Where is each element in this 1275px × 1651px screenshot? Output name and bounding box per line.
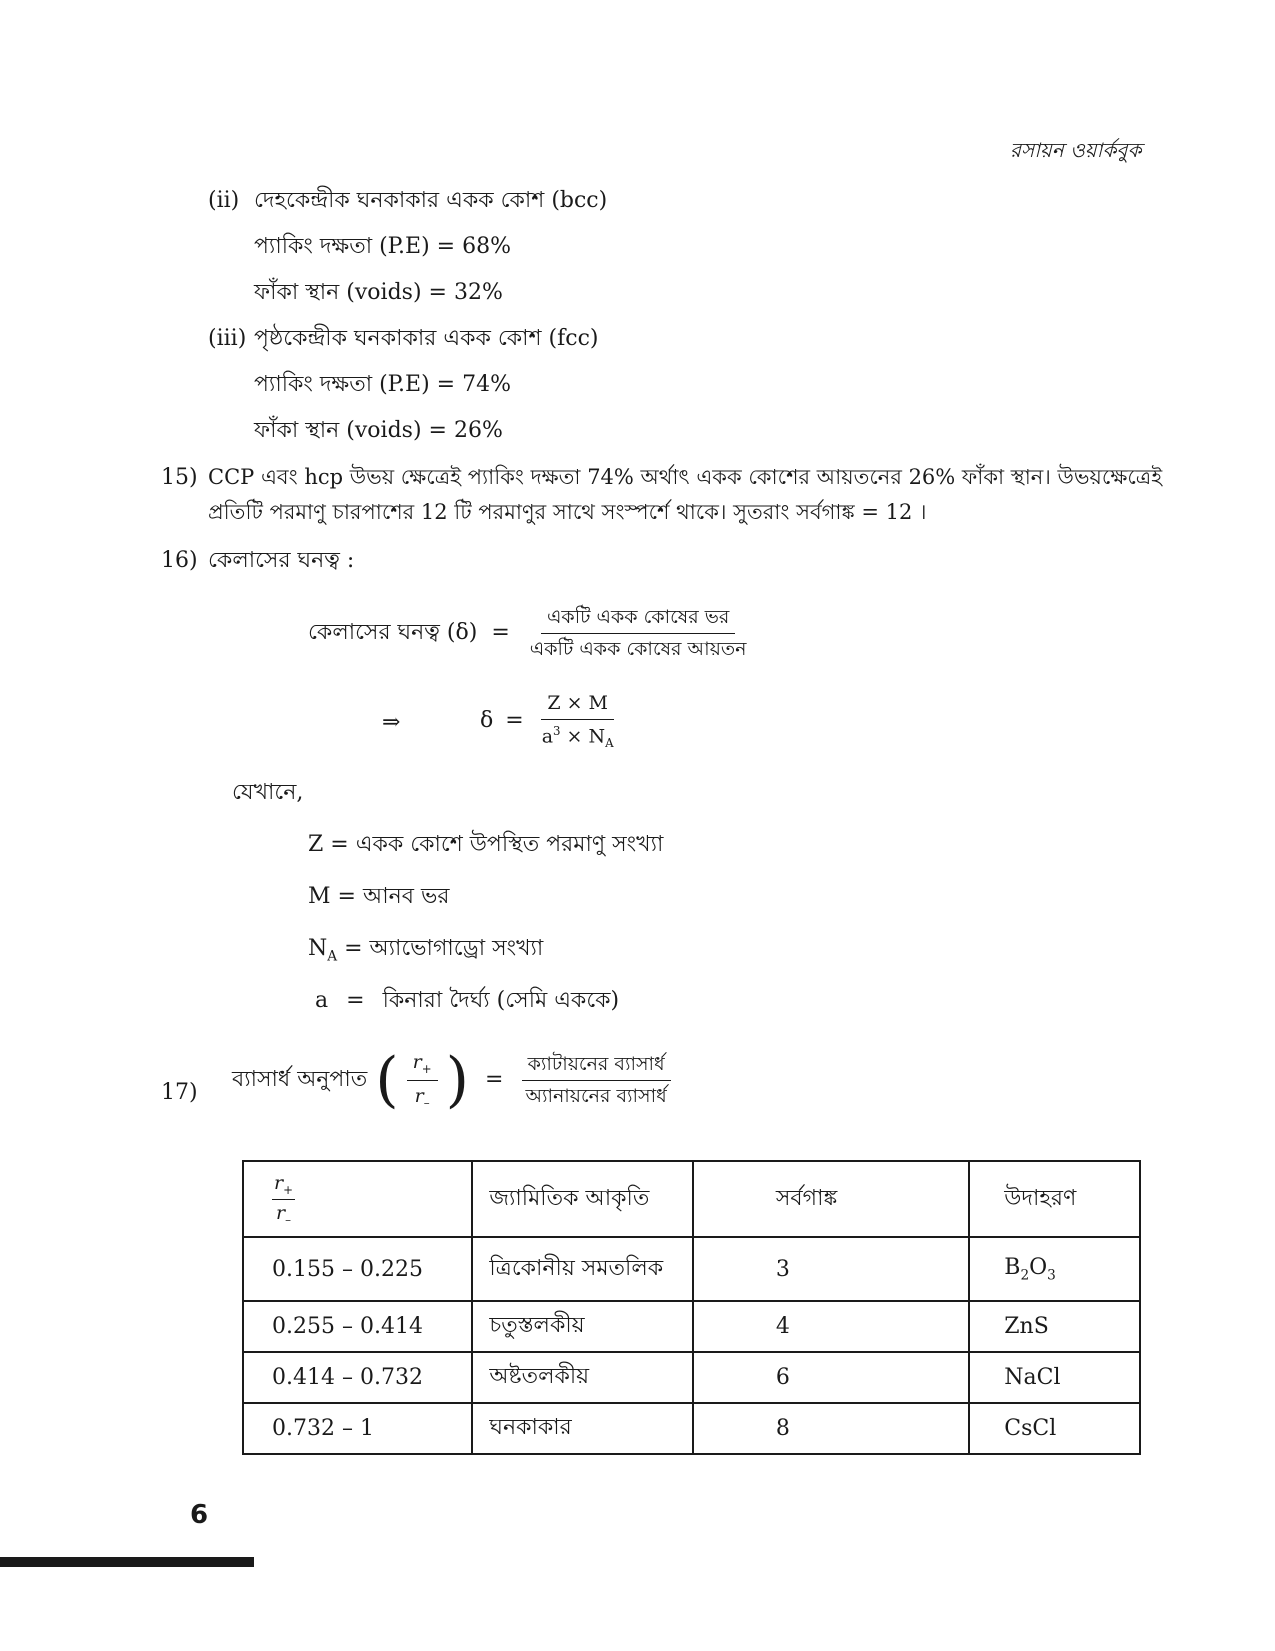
header-ratio-fraction [272, 1172, 295, 1227]
cell-shape: চতুস্তলকীয় [472, 1301, 693, 1352]
a-symbol: a [315, 988, 329, 1013]
section-iii-marker: (iii) [208, 326, 247, 351]
table-row [243, 1403, 1140, 1454]
table-row [243, 1301, 1140, 1352]
r-plus: r [412, 1050, 422, 1073]
ratio-word-denominator: অ্যানায়নের ব্যাসার্ধ [525, 1084, 667, 1107]
cell-shape: ঘনকাকার [472, 1403, 693, 1454]
cell-range: 0.255 – 0.414 [243, 1301, 472, 1352]
item-15-line-1: CCP এবং hcp উভয় ক্ষেত্রেই প্যাকিং দক্ষতা 74% অর্থাৎ একক কোশের আয়তনের 26% ফাঁকা স্থান। উভয়ক্ষেত্রেই [208, 465, 1163, 489]
plus-sub: + [421, 1061, 432, 1076]
density-formula-eq: = [491, 620, 510, 646]
header-ratio-numerator [272, 1172, 295, 1200]
ratio-denominator [409, 1081, 436, 1110]
header-plus-sub: + [283, 1182, 293, 1197]
ex-o: O [1029, 1254, 1048, 1280]
na-text: = অ্যাভোগাড্রো সংখ্যা [337, 936, 544, 961]
a-text: কিনারা দৈর্ঘ্য (সেমি এককে) [382, 988, 620, 1013]
ratio-word-fraction [519, 1053, 672, 1108]
cell-shape: ত্রিকোনীয় সমতলিক [472, 1237, 693, 1301]
section-iii-voids: ফাঁকা স্থান (voids) = 26% [254, 418, 503, 443]
section-ii-voids: ফাঁকা স্থান (voids) = 32% [254, 280, 503, 305]
cell-shape: অষ্টতলকীয় [472, 1352, 693, 1403]
table-row [243, 1237, 1140, 1301]
cell-range: 0.414 – 0.732 [243, 1352, 472, 1403]
na-subscript: A [327, 948, 338, 965]
symbolic-fraction [536, 692, 620, 750]
ex-3: 3 [1047, 1267, 1056, 1284]
cell-range: 0.732 – 1 [243, 1403, 472, 1454]
footer-bar [0, 1557, 254, 1567]
running-header: রসায়ন ওয়ার্কবুক [1010, 138, 1142, 162]
ex-2: 2 [1020, 1267, 1030, 1284]
def-na [308, 936, 543, 965]
delta-symbol: δ [480, 707, 494, 733]
item-15-line-2: প্রতিটি পরমাণু চারপাশের 12 টি পরমাণুর সাথে সংস্পর্শে থাকে। সুতরাং সর্বগাঙ্ক = 12 । [208, 500, 927, 524]
radius-ratio-table [242, 1160, 1141, 1455]
r-minus: r [414, 1084, 424, 1107]
table-header-row [243, 1161, 1140, 1237]
header-minus-sub: – [285, 1212, 291, 1227]
density-word-numerator: একটি একক কোষের ভর [541, 606, 735, 634]
minus-sub: – [423, 1095, 430, 1110]
right-paren: ) [445, 1045, 470, 1115]
def-a [315, 988, 619, 1014]
cell-cn: 3 [693, 1237, 969, 1301]
header-shape: জ্যামিতিক আকৃতি [472, 1161, 693, 1237]
header-r-plus: r [274, 1171, 284, 1194]
def-z: Z = একক কোশে উপস্থিত পরমাণু সংখ্যা [308, 832, 664, 857]
item-16-title: কেলাসের ঘনত্ব : [208, 548, 355, 573]
a-eq: = [346, 988, 365, 1013]
density-word-denominator: একটি একক কোষের আয়তন [529, 637, 747, 660]
section-iii-title: পৃষ্ঠকেন্দ্রীক ঘনকাকার একক কোশ (fcc) [254, 326, 599, 351]
ex-b: B [1004, 1254, 1021, 1280]
header-example: উদাহরণ [969, 1161, 1140, 1237]
section-iii-packing: প্যাকিং দক্ষতা (P.E) = 74% [254, 372, 511, 397]
ratio-eq: = [485, 1066, 504, 1092]
den-mid: × N [560, 725, 606, 748]
section-ii-packing: প্যাকিং দক্ষতা (P.E) = 68% [254, 234, 511, 259]
den-a: a [541, 725, 554, 748]
cell-example: NaCl [969, 1352, 1140, 1403]
radius-ratio-label: ব্যাসার্ধ অনুপাত [232, 1066, 368, 1092]
ratio-numerator [407, 1051, 438, 1081]
item-16-number: 16) [161, 548, 198, 573]
cell-cn: 8 [693, 1403, 969, 1454]
cell-example [969, 1237, 1140, 1301]
density-formula-lhs: কেলাসের ঘনত্ব (δ) [308, 620, 478, 646]
den-sub: A [605, 735, 614, 750]
header-ratio [243, 1161, 472, 1237]
cell-range: 0.155 – 0.225 [243, 1237, 472, 1301]
symbolic-denominator [536, 720, 620, 750]
table-row [243, 1352, 1140, 1403]
item-15-number: 15) [161, 465, 198, 490]
radius-ratio-formula [232, 1045, 673, 1115]
cell-example: ZnS [969, 1301, 1140, 1352]
ratio-fraction [407, 1051, 438, 1110]
left-paren: ( [375, 1045, 399, 1115]
header-ratio-denominator [274, 1200, 293, 1227]
cell-cn: 6 [693, 1352, 969, 1403]
section-ii-title: দেহকেন্দ্রীক ঘনকাকার একক কোশ (bcc) [254, 188, 608, 213]
where-label: যেখানে, [232, 780, 304, 805]
density-formula-symbolic [480, 692, 620, 750]
implies-arrow: ⇒ [382, 710, 401, 735]
symbolic-eq: = [505, 707, 524, 733]
density-formula-word [308, 606, 753, 661]
item-17-number: 17) [161, 1080, 198, 1105]
header-r-minus: r [275, 1201, 286, 1224]
header-coordination: সর্বগাঙ্ক [693, 1161, 969, 1237]
def-m: M = আনব ভর [308, 884, 450, 909]
den-exp: 3 [553, 723, 561, 738]
density-word-fraction [524, 606, 753, 661]
na-symbol: N [308, 936, 328, 961]
section-ii-marker: (ii) [208, 188, 240, 213]
cell-example: CsCl [969, 1403, 1140, 1454]
cell-cn: 4 [693, 1301, 969, 1352]
ratio-word-numerator: ক্যাটায়নের ব্যাসার্ধ [522, 1053, 671, 1081]
page-number: 6 [190, 1500, 209, 1530]
symbolic-numerator: Z × M [541, 692, 614, 720]
